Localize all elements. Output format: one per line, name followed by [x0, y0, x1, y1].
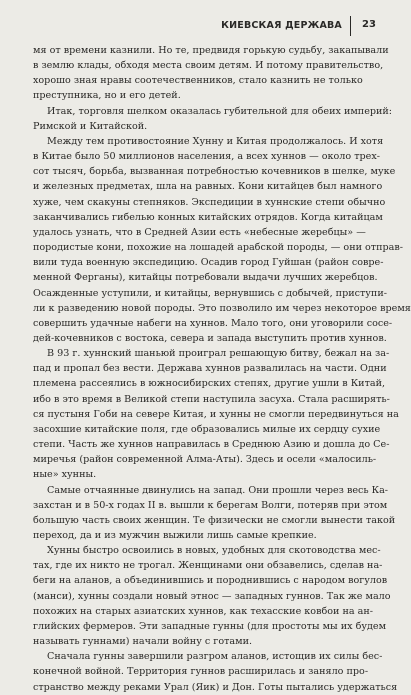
text-line: Итак, торговля шелком оказалась губительной для обеих империй: — [47, 105, 393, 117]
text-line: странство между реками Урал (Яик) и Дон. Готы пытались удержаться — [33, 681, 398, 693]
text-line: тах, где их никто не трогал. Женщинами они обзавелись, сделав на- — [33, 560, 383, 572]
running-title: КИЕВСКАЯ ДЕРЖАВА — [221, 20, 342, 31]
running-header — [221, 18, 384, 40]
text-line: преступника, но и его детей. — [33, 90, 181, 102]
text-line: миречья (район современной Алма-Аты). Здесь и осели «малосиль- — [33, 454, 377, 466]
text-line: хорошо зная нравы соотечественников, стало казнить не только — [33, 75, 363, 87]
text-line: племена рассеялись в южносибирских степях, другие ушли в Китай, — [33, 378, 386, 390]
text-line: беги на аланов, а объединившись и породнившись с народом вогулов — [33, 575, 388, 587]
text-line: в Китае было 50 миллионов населения, а всех хуннов — около трех- — [33, 151, 380, 163]
text-line: ные» хунны. — [33, 469, 97, 481]
text-line: сот тысяч, борьба, вызванная потребностью кочевников в шелке, муке — [33, 166, 396, 178]
main-text — [33, 43, 411, 695]
header-divider — [350, 16, 351, 36]
text-line: заканчивались гибелью конных китайских отрядов. Когда китайцам — [33, 211, 383, 223]
text-line: захстан и в 50-х годах II в. вышли к берегам Волги, потеряв при этом — [33, 499, 388, 511]
text-line: похожих на старых азиатских хуннов, как техасские ковбои на ан- — [33, 605, 373, 617]
text-line: В 93 г. хуннский шаньюй проиграл решающую битву, бежал на за- — [47, 348, 390, 360]
text-line: Хунны быстро освоились в новых, удобных для скотоводства мес- — [47, 545, 381, 557]
text-line: конечной войной. Территория гуннов расширилась и заняло про- — [33, 666, 369, 678]
text-line: (манси), хунны создали новый этнос — западных гуннов. Так же мало — [33, 590, 391, 602]
text-line: удалось узнать, что в Средней Азии есть «небесные жеребцы» — — [33, 226, 366, 238]
page-number: 23 — [362, 19, 376, 30]
text-line: Между тем противостояние Хунну и Китая продолжалось. И хотя — [47, 135, 384, 147]
text-line: большую часть своих женщин. Те физически не смогли вынести такой — [33, 514, 396, 526]
text-line: Сначала гунны завершили разгром аланов, истощив их силы бес- — [47, 651, 383, 663]
text-line: пад и пропал без вести. Держава хуннов развалилась на части. Одни — [33, 363, 387, 375]
text-line: засохшие китайские поля, где образовались милые их сердцу сухие — [33, 423, 381, 435]
text-line: дей-кочевников с востока, севера и запада выступить против хуннов. — [33, 332, 387, 344]
text-line: мя от времени казнили. Но те, предвидя горькую судьбу, закапывали — [33, 45, 389, 56]
text-line: ли к разведению новой породы. Это позволило им через некоторое время — [33, 302, 411, 314]
text-line: вили туда военную экспедицию. Осадив город Гуйшан (район совре- — [33, 257, 384, 269]
text-line: Самые отчаянные двинулись на запад. Они прошли через весь Ка- — [47, 484, 389, 496]
text-line: степи. Часть же хуннов направилась в Среднюю Азию и дошла до Се- — [33, 439, 390, 451]
text-line: ибо в это время в Великой степи наступила засуха. Стала расширять- — [33, 393, 390, 405]
text-line: ся пустыня Гоби на севере Китая, и хунны не смогли передвинуться на — [33, 408, 399, 420]
text-line: глийских фермеров. Эти западные гунны (для простоты мы их будем — [33, 620, 387, 632]
text-line: и железных предметах, шла на равных. Кони китайцев был намного — [33, 181, 383, 193]
text-line: Осажденные уступили, и китайцы, вернувшись с добычей, приступи- — [33, 287, 387, 299]
text-line: называть гуннами) начали войну с готами. — [33, 636, 253, 648]
text-line: менной Ферганы), китайцы потребовали выдачи лучших жеребцов. — [33, 272, 378, 284]
text-line: совершить удачные набеги на хуннов. Мало того, они уговорили сосе- — [33, 317, 393, 329]
text-line: породистые кони, похожие на лошадей арабской породы, — они отправ- — [33, 242, 404, 254]
text-line: переход, да и из мужчин выжили лишь самые крепкие. — [33, 530, 317, 541]
text-line: в землю клады, обходя места своим детям. И потому правительство, — [33, 60, 384, 72]
text-line: Римской и Китайской. — [33, 120, 148, 132]
text-line: хуже, чем скакуны степняков. Экспедиции в хуннские степи обычно — [33, 196, 386, 208]
